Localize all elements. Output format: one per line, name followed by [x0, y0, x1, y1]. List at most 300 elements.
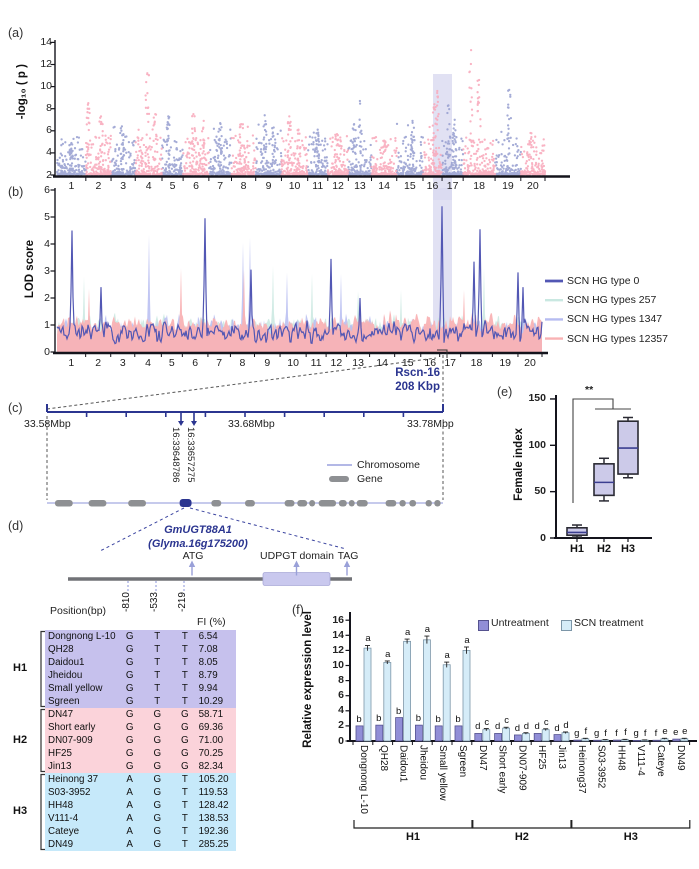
panel-b-chr-label: 4	[145, 357, 151, 369]
haplotype-group-label: H1	[13, 662, 28, 674]
panel-a-chr-label: 5	[169, 180, 176, 192]
lod-area-3	[57, 268, 542, 352]
allele-value: G	[153, 787, 162, 798]
panel-f-x-label: HF25	[536, 745, 548, 770]
panel-b-label: (b)	[8, 185, 24, 199]
female-index-value: 6.54	[198, 631, 218, 642]
significance-letter-scn: f	[604, 727, 607, 739]
haplotype-table-row	[45, 708, 236, 721]
significance-letter-untreatment: b	[415, 713, 422, 725]
gene-glyph	[89, 500, 107, 507]
significance-letter-scn: d	[523, 720, 530, 732]
bar-scn-treatment	[483, 730, 490, 741]
lod-legend-label: SCN HG types 12357	[567, 332, 668, 345]
legend-chromosome-label: Chromosome	[357, 459, 421, 471]
allele-value: G	[153, 748, 162, 759]
panel-f-y-tick-label: 6	[338, 689, 344, 702]
udpgt-domain-label: UDPGT domain	[260, 550, 334, 562]
panel-a-chr-label: 6	[193, 180, 199, 192]
panel-b-chr-label: 8	[239, 357, 246, 369]
gene-glyph	[245, 500, 255, 507]
allele-value: T	[181, 670, 188, 681]
panel-b-y-tick-label: 4	[44, 237, 50, 250]
gene-id: (Glyma.16g175200)	[148, 538, 248, 550]
female-index-value: 138.53	[198, 813, 229, 824]
panel-f-legend-swatch	[478, 620, 489, 631]
panel-f-x-label: Dongnong L-10	[358, 745, 369, 814]
haplotype-table-row	[45, 838, 236, 851]
female-index-value: 58.71	[198, 709, 224, 720]
lod-legend-label: SCN HG types 257	[567, 294, 657, 307]
bar-scn-treatment	[423, 640, 430, 741]
panel-f-y-tick-label: 12	[332, 643, 344, 656]
panel-a-chr-label: 8	[240, 180, 247, 192]
haplotype-table-row	[45, 643, 236, 656]
allele-value: A	[126, 826, 133, 837]
panel-a-label: (a)	[8, 26, 24, 40]
haplotype-table-row	[45, 786, 236, 799]
allele-value: T	[154, 696, 161, 707]
panel-b-y-tick-label: 2	[44, 291, 50, 304]
allele-value: G	[153, 839, 162, 850]
panel-f-x-label: Jin13	[556, 745, 567, 769]
bar-scn-treatment	[443, 665, 450, 741]
target-gene-glyph	[180, 499, 192, 507]
fi-header: FI (%)	[197, 616, 226, 628]
panel-b-chr-label: 6	[192, 357, 199, 369]
allele-value: G	[181, 709, 189, 720]
allele-value: G	[153, 774, 162, 785]
box-body	[567, 528, 587, 535]
bar-untreatment	[653, 740, 660, 741]
significance-letter-untreatment: f	[615, 728, 618, 740]
legend-gene-swatch	[329, 476, 349, 482]
significance-letter-untreatment: d	[554, 722, 560, 734]
position-value-3: -219	[177, 592, 188, 613]
significance-letter-untreatment: b	[435, 713, 441, 725]
panel-f-x-label: Short early	[496, 745, 508, 794]
lod-legend-label: SCN HG types 1347	[567, 313, 663, 326]
female-index-value: 119.53	[198, 787, 228, 798]
panel-b-chr-label: 16	[424, 357, 437, 369]
significance-letter-untreatment: b	[376, 713, 382, 725]
allele-value: T	[154, 670, 161, 681]
accession-name: HH48	[48, 800, 74, 811]
panel-a-chr-label: 9	[265, 180, 272, 192]
significance-letter-untreatment: e	[673, 727, 679, 739]
locus-size: 208 Kbp	[395, 381, 440, 393]
panel-b-chr-label: 13	[352, 357, 364, 369]
significance-letter-scn: a	[464, 635, 470, 646]
allele-value: G	[125, 709, 134, 720]
allele-value: G	[181, 735, 189, 746]
bar-untreatment	[455, 726, 462, 741]
accession-name: DN47	[48, 709, 74, 720]
allele-value: T	[181, 657, 188, 668]
bar-scn-treatment	[503, 728, 510, 741]
significance-letter-scn: e	[682, 726, 688, 738]
allele-value: A	[126, 813, 133, 824]
accession-name: S03-3952	[48, 787, 91, 798]
position-value-2: -533	[149, 592, 160, 613]
gene-glyph	[386, 500, 397, 507]
locus-name: Rscn-16	[395, 367, 440, 379]
allele-value: G	[153, 813, 162, 824]
female-index-value: 69.36	[198, 722, 224, 733]
significance-stars: **	[585, 384, 594, 396]
legend-gene-label: Gene	[357, 473, 383, 485]
haplotype-table-row	[45, 721, 236, 734]
panel-f-legend-swatch	[561, 620, 572, 631]
female-index-value: 8.79	[198, 670, 218, 681]
panel-f-label: (f)	[292, 603, 304, 617]
haplotype-table-row	[45, 799, 236, 812]
gene-glyph	[434, 500, 440, 507]
significance-letter-scn: d	[563, 719, 569, 731]
significance-letter-untreatment: d	[475, 721, 481, 733]
allele-value: T	[181, 683, 188, 694]
panel-e-x-label: H1	[569, 543, 585, 555]
panel-a-y-tick-label: 14	[40, 35, 52, 48]
panel-f-legend-label: Untreatment	[491, 617, 549, 629]
panel-f-x-label: QH28	[377, 745, 389, 772]
bar-untreatment	[376, 725, 383, 741]
significance-letter-untreatment: d	[494, 721, 501, 733]
haplotype-group-bracket	[473, 820, 571, 828]
panel-f-x-label: Heinong37	[575, 745, 587, 794]
panel-f-y-tick-label: 2	[338, 719, 344, 732]
gene-glyph	[409, 500, 416, 507]
snp-arrow-head	[191, 421, 197, 426]
allele-value: A	[126, 787, 133, 798]
significance-letter-scn: a	[404, 627, 411, 639]
panel-f-x-label: Sgreen	[457, 745, 468, 778]
panel-e-x-label: H2	[596, 543, 612, 555]
bar-untreatment	[574, 740, 581, 741]
panel-b-chr-label: 15	[401, 357, 414, 369]
lod-legend-label: SCN HG type 0	[567, 275, 640, 287]
female-index-value: 9.94	[198, 683, 218, 694]
significance-letter-untreatment: g	[633, 728, 639, 740]
panel-a-chr-label: 16	[426, 180, 439, 192]
panel-e-y-tick-label: 0	[540, 531, 546, 544]
panel-f-y-tick-label: 8	[338, 674, 344, 687]
panel-a-y-tick-label: 8	[46, 102, 52, 115]
accession-name: QH28	[48, 644, 74, 655]
accession-name: Small yellow	[48, 683, 103, 694]
haplotype-table-row	[45, 760, 236, 773]
panel-b-chr-label: 19	[499, 357, 511, 369]
allele-value: T	[181, 826, 188, 837]
panel-a-chr-label: 20	[527, 180, 539, 192]
position-value-1: -810	[121, 592, 132, 613]
accession-name: Heinong 37	[48, 774, 99, 785]
allele-value: G	[153, 722, 162, 733]
allele-value: G	[153, 800, 162, 811]
panel-b-chr-label: 7	[216, 357, 223, 369]
panel-b-y-tick-label: 3	[44, 264, 50, 277]
allele-value: T	[154, 644, 161, 655]
panel-a-chr-label: 2	[95, 180, 102, 192]
allele-value: G	[181, 761, 189, 772]
bar-scn-treatment	[542, 730, 549, 741]
panel-b-y-axis-title: LOD score	[24, 240, 36, 299]
significance-letter-scn: a	[424, 624, 431, 636]
panel-a-chr-label: 19	[502, 180, 514, 192]
haplotype-table-row	[45, 747, 236, 760]
panel-e-y-axis-title: Female index	[513, 428, 525, 501]
gene-glyph	[357, 500, 368, 507]
position-header: Position(bp)	[50, 605, 107, 617]
accession-name: Sgreen	[48, 696, 80, 707]
bar-untreatment	[554, 735, 561, 741]
ruler-label-mid: 33.68Mbp	[228, 418, 275, 430]
allele-value: T	[181, 800, 188, 811]
gene-glyph	[349, 500, 355, 507]
panel-b-chr-label: 20	[524, 357, 536, 369]
haplotype-table-row	[45, 734, 236, 747]
bar-untreatment	[415, 725, 422, 741]
panel-f-x-label: DN47	[476, 745, 488, 771]
allele-value: G	[125, 748, 134, 759]
gene-glyph	[426, 500, 432, 507]
panel-b-y-tick-label: 5	[44, 210, 50, 223]
panel-f-x-label: V111-4	[635, 745, 647, 776]
gene-glyph	[211, 500, 221, 507]
accession-name: DN07-909	[48, 735, 93, 746]
bar-scn-treatment	[522, 733, 529, 741]
panel-a-chr-label: 11	[312, 180, 324, 192]
panel-b-chr-label: 18	[470, 357, 483, 369]
significance-letter-untreatment: g	[593, 728, 600, 740]
allele-value: G	[181, 748, 189, 759]
panel-a-y-tick-label: 6	[46, 124, 52, 137]
female-index-value: 128.42	[198, 800, 229, 811]
accession-name: Short early	[48, 722, 96, 733]
significance-letter-scn: f	[584, 726, 588, 738]
haplotype-table-row	[45, 825, 236, 838]
haplotype-group-label: H3	[13, 805, 28, 817]
bar-untreatment	[534, 733, 541, 741]
allele-value: G	[125, 761, 134, 772]
panel-f-x-label: Jheidou	[417, 745, 429, 781]
allele-value: G	[153, 735, 162, 746]
allele-value: A	[126, 839, 133, 850]
panel-e-y-tick-label: 50	[534, 485, 546, 498]
allele-value: G	[125, 631, 134, 642]
significance-letter-scn: a	[385, 648, 391, 660]
significance-letter-scn: a	[444, 650, 450, 662]
bar-scn-treatment	[404, 641, 411, 741]
significance-letter-untreatment: d	[514, 722, 521, 734]
bar-scn-treatment	[463, 650, 470, 741]
panel-f-y-tick-label: 14	[332, 628, 344, 641]
significance-letter-untreatment: b	[395, 705, 402, 717]
allele-value: G	[125, 644, 134, 655]
female-index-value: 82.34	[198, 761, 224, 772]
allele-value: T	[181, 839, 188, 850]
panel-a-y-axis-title: -log₁₀ ( p )	[16, 64, 28, 120]
bar-untreatment	[514, 735, 521, 741]
tag-label: TAG	[337, 550, 359, 562]
gene-glyph	[339, 500, 347, 507]
panel-a-chr-label: 17	[446, 180, 459, 192]
panel-b-y-tick-label: 0	[44, 345, 50, 358]
panel-f-legend-label: SCN treatment	[574, 617, 644, 629]
panel-b-chr-label: 5	[168, 357, 175, 369]
allele-value: T	[181, 813, 188, 824]
panel-e-y-tick-label: 150	[528, 392, 546, 405]
significance-letter-untreatment: b	[455, 713, 461, 725]
ruler-label-left: 33.58Mbp	[24, 418, 71, 430]
panel-a-chr-label: 4	[145, 180, 152, 192]
bar-untreatment	[435, 726, 442, 741]
accession-name: Jheidou	[48, 670, 83, 681]
allele-value: T	[181, 631, 188, 642]
haplotype-group-bracket	[354, 820, 472, 828]
allele-value: A	[126, 800, 133, 811]
female-index-value: 8.05	[198, 657, 218, 668]
panel-f-x-label: HH48	[615, 745, 627, 771]
box-body	[594, 464, 614, 496]
panel-e-label: (e)	[497, 385, 513, 399]
allele-value: T	[181, 644, 188, 655]
haplotype-table-row	[45, 812, 236, 825]
bar-untreatment	[356, 726, 363, 741]
panel-f-y-tick-label: 0	[338, 734, 344, 747]
allele-value: G	[181, 722, 189, 733]
significance-letter-untreatment: g	[574, 728, 580, 740]
panel-e-x-label: H3	[620, 543, 636, 555]
panel-f-group-label: H2	[514, 831, 529, 843]
panel-b-chr-label: 3	[119, 357, 126, 369]
panel-a-chr-label: 7	[217, 180, 224, 192]
significance-letter-scn: c	[543, 716, 549, 728]
allele-value: G	[125, 683, 134, 694]
female-index-value: 10.29	[198, 696, 224, 707]
allele-value: T	[181, 774, 188, 785]
snp-position-right: 16:33657275	[185, 427, 196, 483]
significance-letter-scn: e	[662, 726, 668, 738]
allele-value: T	[154, 631, 161, 642]
panel-a-chr-label: 15	[404, 180, 416, 192]
panel-a-chr-label: 18	[473, 180, 485, 192]
bar-scn-treatment	[384, 662, 391, 741]
accession-name: Cateye	[48, 826, 80, 837]
panel-f-x-label: DN49	[674, 745, 686, 771]
gene-glyph	[309, 500, 315, 507]
bar-scn-treatment	[364, 648, 371, 741]
panel-b-chr-label: 11	[310, 357, 322, 369]
significance-letter-scn: a	[365, 633, 371, 645]
panel-a-y-tick-label: 10	[40, 80, 52, 93]
accession-name: Dongnong L-10	[48, 631, 116, 642]
female-index-value: 70.25	[198, 748, 224, 759]
significance-letter-scn: f	[643, 727, 647, 739]
allele-value: G	[125, 657, 134, 668]
bar-untreatment	[495, 733, 502, 741]
panel-a-chr-label: 3	[120, 180, 127, 192]
allele-value: G	[125, 722, 134, 733]
gene-glyph	[297, 500, 307, 507]
allele-value: T	[181, 787, 188, 798]
haplotype-table-row	[45, 695, 236, 708]
haplotype-table-row	[45, 682, 236, 695]
accession-name: Jin13	[48, 761, 72, 772]
panel-a-y-tick-label: 2	[46, 168, 52, 181]
snp-position-left: 16:33648786	[170, 427, 181, 483]
allele-value: G	[125, 670, 134, 681]
panel-b-chr-label: 2	[95, 357, 102, 369]
allele-value: A	[126, 774, 133, 785]
female-index-value: 105.20	[198, 774, 229, 785]
panel-f-x-label: Small yellow	[437, 745, 449, 801]
panel-f-group-label: H1	[405, 831, 421, 843]
gene-glyph	[128, 500, 146, 507]
haplotype-table-row	[45, 630, 236, 643]
panel-f-x-label: Daidou1	[397, 745, 409, 783]
panel-f-y-tick-label: 4	[338, 704, 344, 717]
panel-a-chr-label: 12	[332, 180, 344, 192]
significance-letter-scn: c	[484, 716, 490, 728]
panel-f-group-label: H3	[623, 831, 638, 843]
gene-glyph	[399, 500, 405, 507]
allele-value: G	[153, 761, 162, 772]
bar-untreatment	[396, 718, 403, 741]
panel-c-label: (c)	[8, 401, 23, 415]
bar-scn-treatment	[562, 733, 569, 741]
female-index-value: 71.00	[198, 735, 224, 746]
panel-b-chr-label: 17	[444, 357, 456, 369]
panel-f-x-label: S03-3952	[595, 745, 607, 789]
allele-value: G	[153, 826, 162, 837]
female-index-value: 7.08	[198, 644, 218, 655]
significance-letter-untreatment: b	[356, 713, 362, 725]
haplotype-table-row	[45, 773, 236, 786]
panel-a-chr-label: 10	[288, 180, 301, 192]
significance-letter-scn: f	[624, 727, 627, 739]
ruler-label-right: 33.78Mbp	[407, 418, 454, 430]
panel-d-label: (d)	[8, 519, 24, 533]
bar-untreatment	[633, 740, 640, 741]
panel-b-y-tick-label: 6	[44, 183, 50, 196]
panel-f-x-label: DN07-909	[516, 745, 528, 791]
panel-a-chr-label: 13	[354, 180, 366, 192]
accession-name: Daidou1	[48, 657, 85, 668]
gene-glyph	[319, 500, 336, 507]
panel-f-y-tick-label: 10	[332, 659, 344, 671]
panel-f-y-axis-title: Relative expression level	[302, 611, 314, 748]
panel-b-chr-label: 9	[264, 357, 271, 369]
female-index-value: 285.25	[198, 839, 229, 850]
allele-value: T	[154, 683, 161, 694]
panel-a-y-tick-label: 4	[46, 146, 52, 159]
atg-label: ATG	[182, 550, 204, 562]
haplotype-group-label: H2	[13, 733, 28, 746]
snp-arrow-head	[178, 421, 184, 426]
panel-a-chr-label: 1	[68, 180, 75, 192]
bar-untreatment	[475, 733, 482, 741]
panel-b-y-tick-label: 1	[44, 318, 50, 331]
panel-f-y-tick-label: 16	[332, 613, 344, 626]
allele-value: T	[181, 696, 188, 707]
panel-b-chr-label: 1	[68, 357, 75, 369]
panel-f-x-label: Cateye	[655, 745, 666, 777]
gene-glyph	[285, 500, 295, 507]
gene-name: GmUGT88A1	[164, 524, 232, 536]
accession-name: V111-4	[48, 813, 79, 824]
allele-value: G	[125, 735, 134, 746]
